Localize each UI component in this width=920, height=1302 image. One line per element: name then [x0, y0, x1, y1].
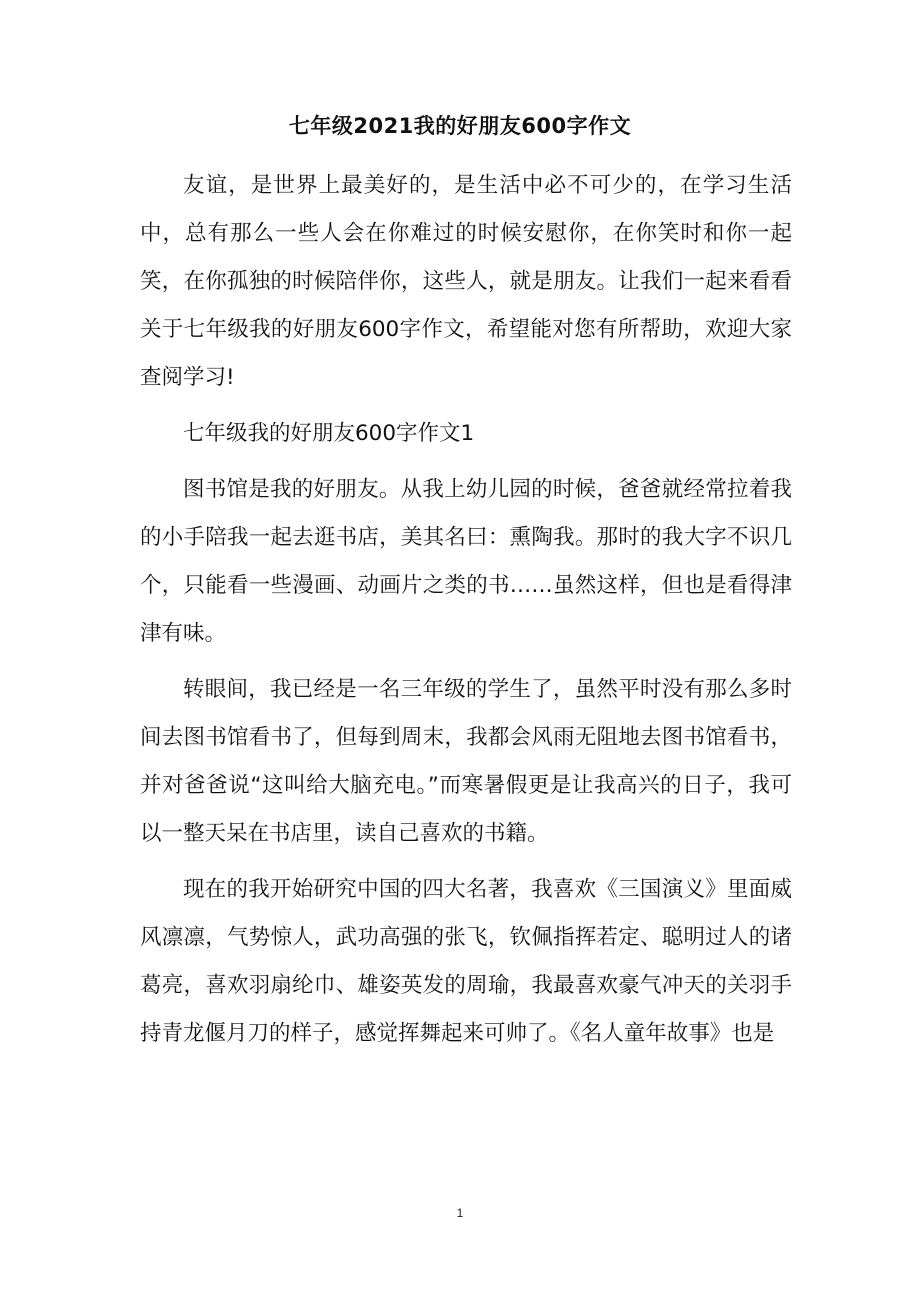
body-paragraph: 图书馆是我的好朋友。从我上幼儿园的时候，爸爸就经常拉着我的小手陪我一起去逛书店，美其名曰：熏陶我。那时的我大字不识几个，只能看一些漫画、动画片之类的书……虽然这样，但也是看得津津有味。: [140, 477, 792, 646]
page-number: 1: [456, 1206, 464, 1220]
body-paragraph: 转眼间，我已经是一名三年级的学生了，虽然平时没有那么多时间去图书馆看书了，但每到周末，我都会风雨无阻地去图书馆看书，并对爸爸说“这叫给大脑充电。”而寒暑假更是让我高兴的日子，我可以一整天呆在书店里，读自己喜欢的书籍。: [140, 677, 792, 846]
section-heading: 七年级我的好朋友600字作文1: [183, 421, 475, 446]
intro-paragraph: 友谊，是世界上最美好的，是生活中必不可少的，在学习生活中，总有那么一些人会在你难过的时候安慰你，在你笑时和你一起笑，在你孤独的时候陪伴你，这些人，就是朋友。让我们一起来看看关于七年级我的好朋友600字作文，希望能对您有所帮助，欢迎大家查阅学习!: [140, 173, 792, 390]
body-paragraph: 现在的我开始研究中国的四大名著，我喜欢《三国演义》里面威风凛凛，气势惊人，武功高强的张飞，钦佩指挥若定、聪明过人的诸葛亮，喜欢羽扇纶巾、雄姿英发的周瑜，我最喜欢豪气冲天的关羽手持青龙偃月刀的样子，感觉挥舞起来可帅了。《名人童年故事》也是: [140, 877, 792, 1046]
document-title: 七年级2021我的好朋友600字作文: [288, 114, 632, 138]
document-body: [140, 162, 792, 1058]
